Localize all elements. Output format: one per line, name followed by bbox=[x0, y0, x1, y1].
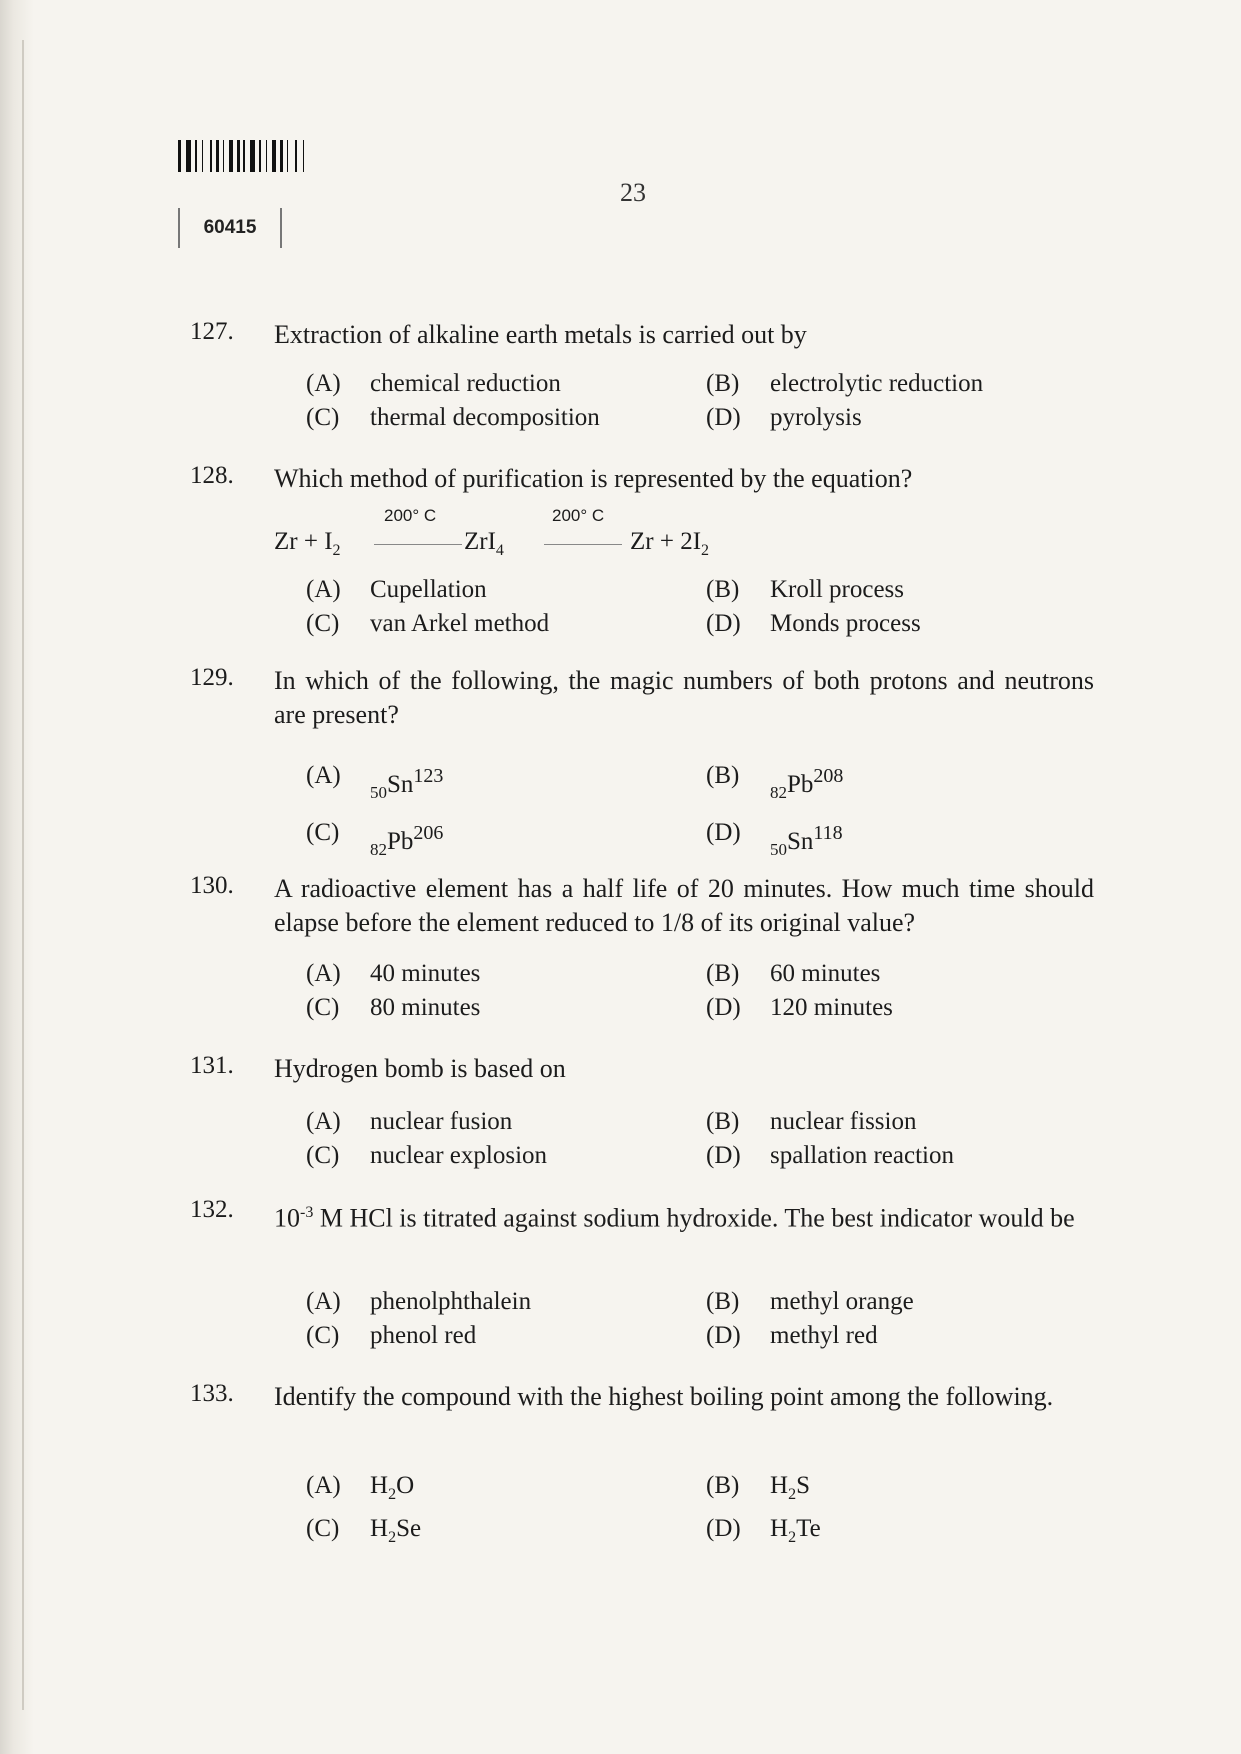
options bbox=[306, 760, 1086, 866]
option-text: chemical reduction bbox=[370, 370, 561, 397]
option-isotope: $_{82}Pb^{206}$ bbox=[370, 822, 444, 859]
option-label: (A) bbox=[306, 762, 341, 789]
option-text: phenol red bbox=[370, 1322, 477, 1349]
barcode-bar bbox=[195, 140, 197, 172]
barcode-bar bbox=[178, 140, 181, 172]
barcode-bar bbox=[210, 140, 212, 172]
option-a[interactable] bbox=[306, 1470, 706, 1511]
barcode-bar bbox=[259, 140, 261, 172]
option-text: pyrolysis bbox=[770, 404, 862, 431]
option-label: (D) bbox=[706, 1322, 741, 1349]
option-d[interactable] bbox=[706, 402, 1086, 434]
question-127 bbox=[190, 318, 1100, 431]
arrow-1 bbox=[374, 544, 462, 545]
option-b[interactable] bbox=[706, 368, 1086, 400]
option-text: van Arkel method bbox=[370, 610, 550, 637]
barcode-bar bbox=[272, 140, 276, 172]
options bbox=[306, 574, 1086, 640]
option-text: 60 minutes bbox=[770, 960, 881, 987]
option-c[interactable] bbox=[306, 1513, 706, 1554]
question-text: Hydrogen bomb is based on bbox=[274, 1054, 566, 1083]
option-label: (C) bbox=[306, 610, 340, 637]
option-text: Monds process bbox=[770, 610, 921, 637]
question-text: Which method of purification is represented by the equation? bbox=[274, 464, 913, 493]
barcode-bar bbox=[205, 140, 209, 172]
option-b[interactable] bbox=[706, 760, 1086, 809]
barcode-bar bbox=[186, 140, 191, 172]
option-d[interactable] bbox=[706, 1140, 1086, 1172]
scan-edge-line bbox=[22, 40, 24, 1710]
barcode-bar bbox=[202, 140, 203, 172]
option-text: Cupellation bbox=[370, 576, 487, 603]
option-label: (B) bbox=[706, 370, 740, 397]
question-text: $10^{-3}$ M HCl is titrated against sodium hydroxide. The best indicator would be bbox=[274, 1203, 1075, 1233]
option-label: (C) bbox=[306, 819, 340, 846]
option-c[interactable] bbox=[306, 402, 706, 434]
booklet-code: 60415 bbox=[178, 208, 282, 248]
option-text: nuclear fission bbox=[770, 1108, 917, 1135]
option-a[interactable] bbox=[306, 1106, 706, 1138]
option-label: (D) bbox=[706, 610, 741, 637]
option-text: 80 minutes bbox=[370, 994, 481, 1021]
barcode-bar bbox=[223, 140, 224, 172]
option-d[interactable] bbox=[706, 992, 1086, 1024]
option-c[interactable] bbox=[306, 817, 706, 866]
option-text: nuclear explosion bbox=[370, 1142, 548, 1169]
option-label: (A) bbox=[306, 370, 341, 397]
question-text: In which of the following, the magic numbers of both protons and neutrons are present? bbox=[274, 666, 1094, 729]
option-text: phenolphthalein bbox=[370, 1288, 532, 1315]
equation-reactants: $Zr + I_2$ bbox=[274, 528, 341, 559]
question-text: Identify the compound with the highest boiling point among the following. bbox=[274, 1382, 1054, 1411]
option-c[interactable] bbox=[306, 992, 706, 1024]
option-label: (B) bbox=[706, 1108, 740, 1135]
option-c[interactable] bbox=[306, 608, 706, 640]
option-isotope: $_{50}Sn^{123}$ bbox=[370, 765, 444, 802]
question-text: Extraction of alkaline earth metals is carried out by bbox=[274, 320, 807, 349]
option-b[interactable] bbox=[706, 1470, 1086, 1511]
option-text: thermal decomposition bbox=[370, 404, 600, 431]
barcode-bar bbox=[198, 140, 201, 172]
option-label: (C) bbox=[306, 1322, 340, 1349]
option-text: electrolytic reduction bbox=[770, 370, 984, 397]
question-number: 132. bbox=[190, 1196, 234, 1223]
option-b[interactable] bbox=[706, 574, 1086, 606]
question-128 bbox=[190, 462, 1100, 642]
barcode-bar bbox=[305, 140, 307, 172]
barcode-bar bbox=[226, 140, 228, 172]
option-c[interactable] bbox=[306, 1140, 706, 1172]
barcode-bar bbox=[237, 140, 240, 172]
option-d[interactable] bbox=[706, 1320, 1086, 1352]
question-text: A radioactive element has a half life of 20 minutes. How much time should elapse before the element reduced to 1/8 of its original value? bbox=[274, 874, 1094, 937]
option-label: (B) bbox=[706, 960, 740, 987]
barcode-bar bbox=[192, 140, 193, 172]
option-b[interactable] bbox=[706, 1106, 1086, 1138]
barcode-bar bbox=[256, 140, 257, 172]
question-number: 128. bbox=[190, 462, 234, 489]
option-label: (A) bbox=[306, 1108, 341, 1135]
question-number: 127. bbox=[190, 318, 234, 345]
arrow-2 bbox=[544, 544, 622, 545]
page-number: 23 bbox=[620, 178, 646, 207]
option-label: (A) bbox=[306, 1288, 341, 1315]
option-label: (B) bbox=[706, 1472, 740, 1499]
question-number: 130. bbox=[190, 872, 234, 899]
option-a[interactable] bbox=[306, 958, 706, 990]
option-text: methyl orange bbox=[770, 1288, 914, 1315]
question-133 bbox=[190, 1380, 1100, 1546]
option-text: methyl red bbox=[770, 1322, 878, 1349]
options bbox=[306, 368, 1086, 434]
options bbox=[306, 1470, 1086, 1554]
barcode-bar bbox=[284, 140, 286, 172]
option-formula: $H_2S$ bbox=[770, 1472, 810, 1503]
option-label: (D) bbox=[706, 994, 741, 1021]
option-b[interactable] bbox=[706, 958, 1086, 990]
question-131 bbox=[190, 1052, 1100, 1182]
option-label: (A) bbox=[306, 960, 341, 987]
option-isotope: $_{82}Pb^{208}$ bbox=[770, 765, 844, 802]
barcode-bar bbox=[234, 140, 235, 172]
option-a[interactable] bbox=[306, 574, 706, 606]
barcode-bar bbox=[262, 140, 265, 172]
option-label: (A) bbox=[306, 1472, 341, 1499]
scan-edge-shadow bbox=[0, 0, 34, 1754]
option-formula: $H_2Se$ bbox=[370, 1515, 422, 1546]
barcode-bar bbox=[287, 140, 288, 172]
option-label: (D) bbox=[706, 404, 741, 431]
option-label: (D) bbox=[706, 819, 741, 846]
option-text: Kroll process bbox=[770, 576, 904, 603]
options bbox=[306, 1286, 1086, 1352]
question-number: 131. bbox=[190, 1052, 234, 1079]
equation-intermediate: ZrI$_4$ bbox=[464, 528, 504, 559]
question-129 bbox=[190, 664, 1100, 859]
option-text: 120 minutes bbox=[770, 994, 893, 1021]
question-130 bbox=[190, 872, 1100, 1032]
option-formula: $H_2O$ bbox=[370, 1472, 415, 1503]
barcode-bar bbox=[250, 140, 255, 172]
option-label: (C) bbox=[306, 994, 340, 1021]
barcode-bar bbox=[213, 140, 214, 172]
condition-2: 200° C bbox=[552, 506, 605, 525]
option-label: (C) bbox=[306, 1142, 340, 1169]
barcode-bar bbox=[216, 140, 219, 172]
barcode-bar bbox=[303, 140, 304, 172]
barcode-bar bbox=[277, 140, 278, 172]
option-a[interactable] bbox=[306, 1286, 706, 1318]
question-number: 133. bbox=[190, 1380, 234, 1407]
option-label: (C) bbox=[306, 1515, 340, 1542]
option-label: (C) bbox=[306, 404, 340, 431]
option-b[interactable] bbox=[706, 1286, 1086, 1318]
barcode-bar bbox=[241, 140, 242, 172]
options bbox=[306, 958, 1086, 1024]
options bbox=[306, 1106, 1086, 1172]
option-label: (D) bbox=[706, 1142, 741, 1169]
option-label: (B) bbox=[706, 762, 740, 789]
option-formula: $H_2Te$ bbox=[770, 1515, 821, 1546]
option-d[interactable] bbox=[706, 1513, 1086, 1554]
option-text: 40 minutes bbox=[370, 960, 481, 987]
barcode-bar bbox=[243, 140, 245, 172]
option-a[interactable] bbox=[306, 368, 706, 400]
barcode-bar bbox=[280, 140, 283, 172]
equation-products: $Zr + 2I_2$ bbox=[630, 528, 710, 559]
barcode-bar bbox=[247, 140, 249, 172]
option-text: nuclear fusion bbox=[370, 1108, 513, 1135]
option-c[interactable] bbox=[306, 1320, 706, 1352]
question-number: 129. bbox=[190, 664, 234, 691]
barcode-bar bbox=[298, 140, 301, 172]
purification-equation bbox=[274, 506, 974, 562]
option-text: spallation reaction bbox=[770, 1142, 954, 1169]
condition-1: 200° C bbox=[384, 506, 437, 525]
question-132 bbox=[190, 1196, 1100, 1356]
option-label: (B) bbox=[706, 1288, 740, 1315]
barcode-bar bbox=[183, 140, 185, 172]
barcode-bar bbox=[290, 140, 294, 172]
option-d[interactable] bbox=[706, 817, 1086, 866]
barcode-bar bbox=[295, 140, 297, 172]
option-label: (A) bbox=[306, 576, 341, 603]
barcode-bar bbox=[229, 140, 233, 172]
option-label: (B) bbox=[706, 576, 740, 603]
option-d[interactable] bbox=[706, 608, 1086, 640]
option-label: (D) bbox=[706, 1515, 741, 1542]
option-isotope: $_{50}Sn^{118}$ bbox=[770, 822, 843, 859]
barcode-bar bbox=[220, 140, 222, 172]
barcode-bar bbox=[269, 140, 271, 172]
option-a[interactable] bbox=[306, 760, 706, 809]
barcode-bar bbox=[266, 140, 267, 172]
barcode-graphic bbox=[178, 140, 348, 172]
